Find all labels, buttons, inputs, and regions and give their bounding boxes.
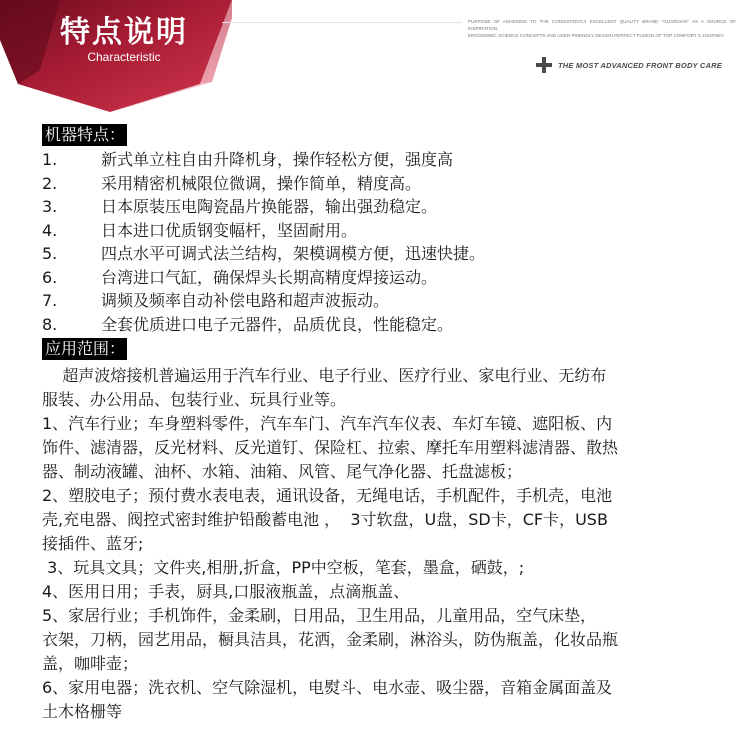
feature-item — [42, 195, 746, 219]
feature-number: 8. — [42, 314, 58, 334]
feature-item — [42, 172, 746, 196]
applications-medical — [42, 580, 746, 604]
applications-automotive — [42, 412, 746, 484]
feature-text: 台湾进口气缸，确保焊头长期高精度焊接运动。 — [101, 267, 438, 287]
feature-item — [42, 313, 746, 337]
applications-intro — [42, 364, 746, 412]
text-line: 衣架，刀柄，园艺用品，橱具洁具，花洒，金柔刷，淋浴头，防伪瓶盖，化妆品瓶 — [42, 630, 619, 649]
text-line: 2、塑胶电子；预付费水表电表，通讯设备，无绳电话，手机配件，手机壳，电池 — [42, 486, 613, 505]
feature-item — [42, 289, 746, 313]
header-banner — [0, 0, 232, 112]
feature-number: 1. — [42, 150, 58, 169]
text-line: 超声波熔接机普遍运用于汽车行业、电子行业、医疗行业、家电行业、无纺布 — [42, 366, 607, 385]
applications-appliances — [42, 676, 746, 724]
page-subtitle: Characteristic — [87, 50, 161, 64]
applications-electronics — [42, 484, 746, 556]
applications-toys — [42, 556, 746, 580]
feature-text: 全套优质进口电子元器件，品质优良，性能稳定。 — [101, 314, 454, 334]
feature-number: 3. — [42, 197, 58, 216]
feature-number: 6. — [42, 267, 58, 287]
text-line: 3、玩具文具；文件夹,相册,折盒，PP中空板，笔套，墨盒，硒鼓，; — [42, 558, 525, 577]
text-line: 5、家居行业；手机饰件，金柔刷，日用品，卫生用品，儿童用品，空气床垫， — [42, 606, 597, 625]
applications-heading: 应用范围： — [42, 338, 127, 360]
text-line: 接插件、蓝牙; — [42, 534, 144, 553]
tagline — [536, 56, 722, 74]
header-note — [468, 18, 736, 39]
text-line: 壳,充电器、阀控式密封维护铅酸蓄电池 ， 3寸软盘，U盘，SD卡，CF卡，USB — [42, 510, 608, 529]
text-line: 服装、办公用品、包装行业、玩具行业等。 — [42, 390, 347, 409]
plus-icon — [536, 57, 552, 73]
applications-household — [42, 604, 746, 676]
page-title: 特点说明 — [60, 15, 188, 50]
header-divider — [222, 22, 462, 23]
feature-text: 新式单立柱自由升降机身，操作轻松方便，强度高 — [101, 150, 454, 169]
feature-text: 日本进口优质钢变幅杆，坚固耐用。 — [101, 220, 358, 240]
tagline-text: THE MOST ADVANCED FRONT BODY CARE — [558, 60, 722, 70]
feature-item — [42, 219, 746, 243]
feature-list — [42, 148, 746, 336]
header-note-line: ERGONOMIC SCIENCE CONCEPTS AND USER-FRIENDLY DESIGN PERFECT FUSION OF TOP COMFORT S JOURNEY. — [468, 33, 725, 38]
feature-item — [42, 266, 746, 290]
text-line: 饰件、滤清器，反光材料、反光道钉、保险杠、拉索、摩托车用塑料滤清器、散热 — [42, 438, 619, 457]
feature-item — [42, 242, 746, 266]
feature-text: 采用精密机械限位微调，操作简单，精度高。 — [101, 173, 422, 193]
header-note-line: PURPOSE OF ADHERING TO THE CONSISTENTLY EXCELLENT QUALITY BRAND "GUARDIAN" AS A SOURCE OF INSPIRATION, — [468, 19, 736, 31]
feature-number: 2. — [42, 173, 58, 193]
applications-body — [42, 364, 746, 724]
text-line: 6、家用电器；洗衣机、空气除湿机，电熨斗、电水壶、吸尘器，音箱金属面盖及 — [42, 678, 613, 697]
text-line: 1、汽车行业；车身塑料零件，汽车车门、汽车汽车仪表、车灯车镜、遮阳板、内 — [42, 414, 613, 433]
content — [42, 120, 746, 724]
feature-text: 日本原装压电陶瓷晶片换能器，输出强劲稳定。 — [101, 197, 438, 216]
feature-number: 5. — [42, 244, 58, 263]
text-line: 4、医用日用；手表，厨具,口服液瓶盖，点滴瓶盖、 — [42, 582, 410, 601]
feature-text: 调频及频率自动补偿电路和超声波振动。 — [101, 291, 390, 310]
text-line: 土木格栅等 — [42, 702, 123, 721]
text-line: 器、制动液罐、油杯、水箱、油箱、风管、尾气净化器、托盘滤板； — [42, 462, 523, 481]
feature-number: 7. — [42, 291, 58, 310]
features-heading: 机器特点： — [42, 124, 127, 146]
text-line: 盖，咖啡壶； — [42, 654, 139, 673]
feature-number: 4. — [42, 220, 58, 240]
feature-item — [42, 148, 746, 172]
feature-text: 四点水平可调式法兰结构，架模调模方便，迅速快捷。 — [101, 244, 486, 263]
